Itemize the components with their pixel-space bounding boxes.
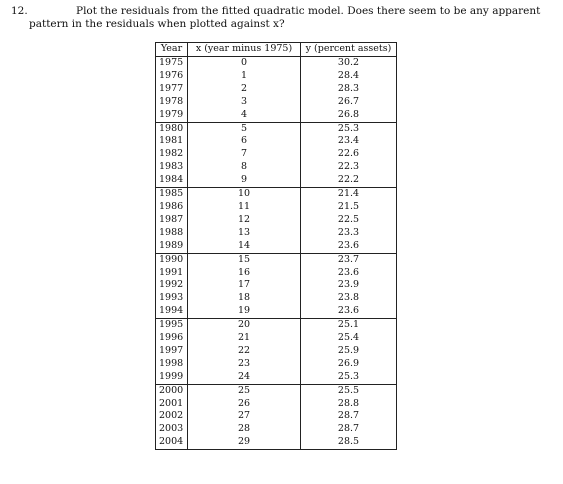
cell-x: 25: [188, 384, 301, 397]
table-row: [156, 305, 397, 318]
cell-x: 15: [188, 253, 301, 266]
cell-x: 21: [188, 332, 301, 345]
table-row: [156, 161, 397, 174]
cell-x: 18: [188, 292, 301, 305]
table-row: [156, 410, 397, 423]
cell-y: 26.8: [301, 109, 397, 122]
cell-y: 25.1: [301, 319, 397, 332]
table-header-row: [156, 43, 397, 57]
cell-year: 1991: [156, 267, 188, 280]
cell-year: 1985: [156, 188, 188, 201]
table-row: [156, 70, 397, 83]
cell-year: 1995: [156, 319, 188, 332]
cell-year: 1992: [156, 279, 188, 292]
table-row: [156, 96, 397, 109]
cell-year: 1993: [156, 292, 188, 305]
cell-x: 9: [188, 174, 301, 187]
cell-x: 27: [188, 410, 301, 423]
table-row: [156, 109, 397, 122]
cell-x: 6: [188, 135, 301, 148]
table-row: [156, 57, 397, 70]
table-row: [156, 188, 397, 201]
cell-x: 17: [188, 279, 301, 292]
table-row: [156, 279, 397, 292]
table-row: [156, 436, 397, 449]
cell-x: 0: [188, 57, 301, 70]
cell-year: 2003: [156, 423, 188, 436]
cell-year: 1980: [156, 122, 188, 135]
cell-y: 22.2: [301, 174, 397, 187]
cell-y: 22.5: [301, 214, 397, 227]
data-table: [155, 42, 397, 450]
cell-y: 26.7: [301, 96, 397, 109]
cell-year: 2002: [156, 410, 188, 423]
cell-y: 23.6: [301, 240, 397, 253]
table-row: [156, 83, 397, 96]
cell-x: 28: [188, 423, 301, 436]
cell-year: 1976: [156, 70, 188, 83]
cell-y: 28.4: [301, 70, 397, 83]
cell-x: 23: [188, 358, 301, 371]
header-x: x (year minus 1975): [188, 43, 301, 57]
table-body: [156, 57, 397, 450]
cell-year: 1982: [156, 148, 188, 161]
cell-y: 28.7: [301, 410, 397, 423]
cell-x: 13: [188, 227, 301, 240]
table-row: [156, 148, 397, 161]
header-year: Year: [156, 43, 188, 57]
cell-y: 22.3: [301, 161, 397, 174]
cell-year: 2001: [156, 398, 188, 411]
cell-year: 1996: [156, 332, 188, 345]
table-row: [156, 240, 397, 253]
cell-y: 25.9: [301, 345, 397, 358]
cell-y: 23.6: [301, 267, 397, 280]
cell-year: 1990: [156, 253, 188, 266]
cell-year: 1984: [156, 174, 188, 187]
problem-prompt: Plot the residuals from the fitted quadratic model. Does there seem to be any apparent pattern in the residuals when plotted against x?: [29, 5, 541, 30]
cell-year: 1983: [156, 161, 188, 174]
cell-x: 16: [188, 267, 301, 280]
cell-year: 1986: [156, 201, 188, 214]
table-row: [156, 371, 397, 384]
cell-y: 25.5: [301, 384, 397, 397]
table-row: [156, 214, 397, 227]
cell-year: 1998: [156, 358, 188, 371]
table-row: [156, 267, 397, 280]
table-row: [156, 319, 397, 332]
cell-y: 23.4: [301, 135, 397, 148]
cell-x: 1: [188, 70, 301, 83]
cell-y: 25.3: [301, 371, 397, 384]
cell-x: 26: [188, 398, 301, 411]
table-row: [156, 253, 397, 266]
table-row: [156, 227, 397, 240]
cell-year: 2004: [156, 436, 188, 449]
cell-x: 22: [188, 345, 301, 358]
table-row: [156, 332, 397, 345]
cell-year: 1994: [156, 305, 188, 318]
data-table-container: [155, 42, 397, 450]
cell-y: 28.3: [301, 83, 397, 96]
cell-year: 1975: [156, 57, 188, 70]
cell-y: 28.7: [301, 423, 397, 436]
cell-year: 1979: [156, 109, 188, 122]
table-row: [156, 201, 397, 214]
cell-year: 1977: [156, 83, 188, 96]
cell-x: 3: [188, 96, 301, 109]
table-row: [156, 122, 397, 135]
cell-year: 1981: [156, 135, 188, 148]
cell-y: 22.6: [301, 148, 397, 161]
cell-x: 4: [188, 109, 301, 122]
cell-x: 7: [188, 148, 301, 161]
table-row: [156, 292, 397, 305]
cell-y: 28.8: [301, 398, 397, 411]
cell-x: 19: [188, 305, 301, 318]
cell-y: 21.4: [301, 188, 397, 201]
cell-y: 23.8: [301, 292, 397, 305]
cell-x: 12: [188, 214, 301, 227]
cell-y: 28.5: [301, 436, 397, 449]
cell-year: 1997: [156, 345, 188, 358]
cell-x: 2: [188, 83, 301, 96]
cell-y: 23.9: [301, 279, 397, 292]
cell-x: 11: [188, 201, 301, 214]
cell-y: 23.7: [301, 253, 397, 266]
table-row: [156, 384, 397, 397]
cell-y: 25.4: [301, 332, 397, 345]
cell-year: 1999: [156, 371, 188, 384]
cell-y: 21.5: [301, 201, 397, 214]
table-row: [156, 135, 397, 148]
cell-x: 20: [188, 319, 301, 332]
cell-year: 1978: [156, 96, 188, 109]
cell-y: 23.3: [301, 227, 397, 240]
cell-x: 24: [188, 371, 301, 384]
table-row: [156, 398, 397, 411]
cell-y: 26.9: [301, 358, 397, 371]
cell-x: 29: [188, 436, 301, 449]
cell-year: 2000: [156, 384, 188, 397]
table-row: [156, 174, 397, 187]
cell-y: 23.6: [301, 305, 397, 318]
cell-x: 5: [188, 122, 301, 135]
cell-x: 8: [188, 161, 301, 174]
table-row: [156, 423, 397, 436]
cell-y: 25.3: [301, 122, 397, 135]
cell-year: 1989: [156, 240, 188, 253]
cell-year: 1988: [156, 227, 188, 240]
cell-year: 1987: [156, 214, 188, 227]
problem-number: 12.: [11, 5, 28, 17]
cell-x: 10: [188, 188, 301, 201]
table-row: [156, 358, 397, 371]
table-row: [156, 345, 397, 358]
cell-y: 30.2: [301, 57, 397, 70]
cell-x: 14: [188, 240, 301, 253]
header-y: y (percent assets): [301, 43, 397, 57]
